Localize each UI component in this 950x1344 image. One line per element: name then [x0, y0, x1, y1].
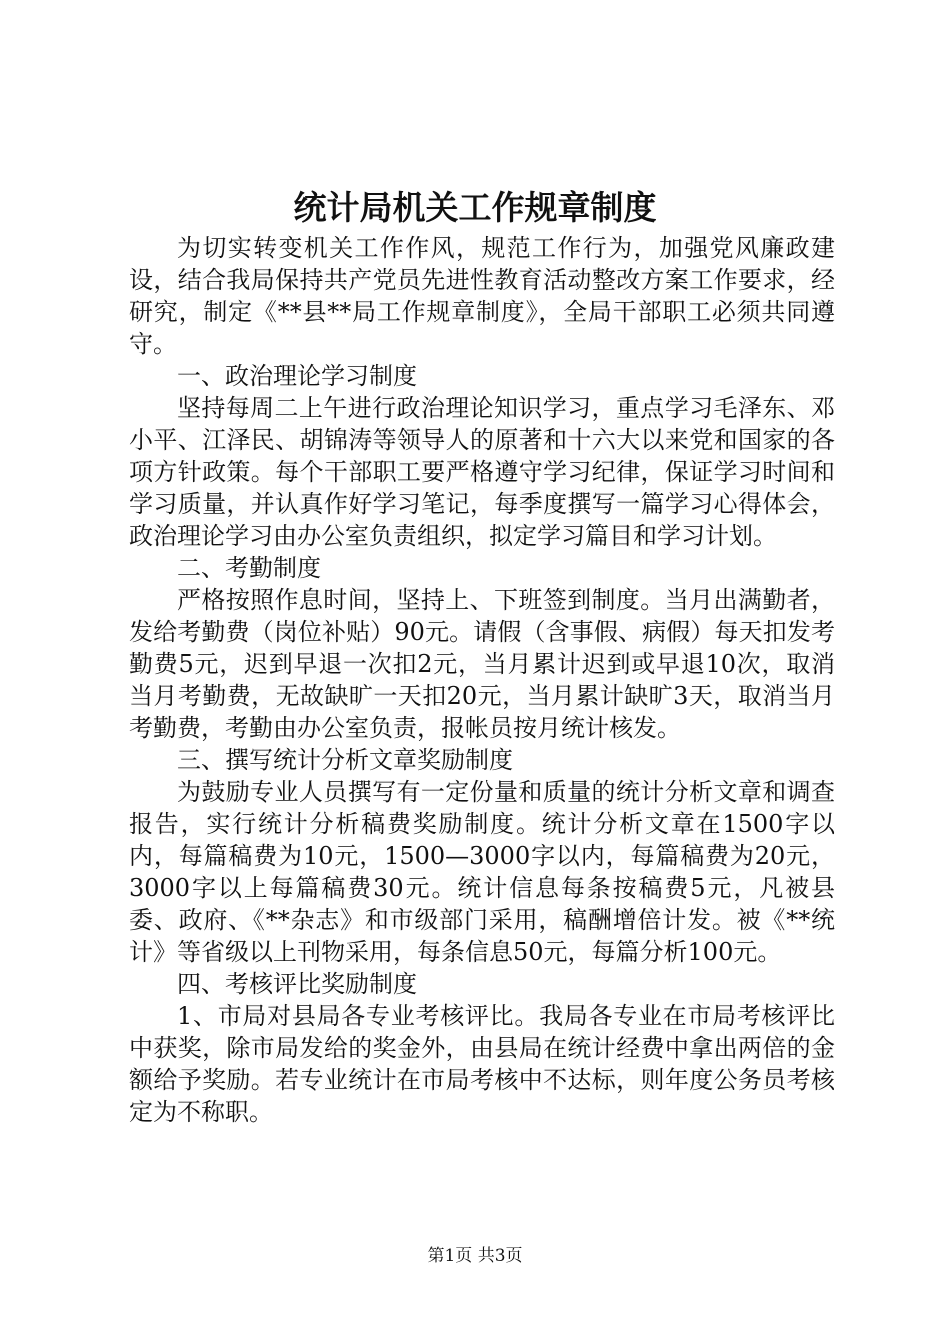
- page-number-footer: 第1页 共3页: [427, 1246, 523, 1266]
- intro-paragraph: 为切实转变机关工作作风，规范工作行为，加强党风廉政建设，结合我局保持共产党员先进性教育活动整改方案工作要求，经研究，制定《**县**局工作规章制度》，全局干部职工必须共同遵守。: [129, 234, 835, 358]
- section-heading-4: 四、考核评比奖励制度: [177, 970, 417, 998]
- section-paragraph-3: 为鼓励专业人员撰写有一定份量和质量的统计分析文章和调查报告，实行统计分析稿费奖励制度。统计分析文章在1500字以内，每篇稿费为10元，1500—3000字以内，每篇稿费为20元，3000字以上每篇稿费30元。统计信息每条按稿费5元，凡被县委、政府、《**杂志》和市级部门采用，稿酬增倍计发。被《**统计》等省级以上刊物采用，每条信息50元，每篇分析100元。: [129, 778, 835, 966]
- section-heading-2: 二、考勤制度: [177, 554, 321, 582]
- section-paragraph-1: 坚持每周二上午进行政治理论知识学习，重点学习毛泽东、邓小平、江泽民、胡锦涛等领导人的原著和十六大以来党和国家的各项方针政策。每个干部职工要严格遵守学习纪律，保证学习时间和学习质量，并认真作好学习笔记，每季度撰写一篇学习心得体会，政治理论学习由办公室负责组织，拟定学习篇目和学习计划。: [129, 394, 835, 550]
- section-heading-1: 一、政治理论学习制度: [177, 362, 417, 390]
- section-paragraph-4: 1、市局对县局各专业考核评比。我局各专业在市局考核评比中获奖，除市局发给的奖金外，由县局在统计经费中拿出两倍的金额给予奖励。若专业统计在市局考核中不达标，则年度公务员考核定为不称职。: [129, 1002, 835, 1126]
- section-heading-3: 三、撰写统计分析文章奖励制度: [177, 746, 513, 774]
- section-paragraph-2: 严格按照作息时间，坚持上、下班签到制度。当月出满勤者，发给考勤费（岗位补贴）90元。请假（含事假、病假）每天扣发考勤费5元，迟到早退一次扣2元，当月累计迟到或早退10次，取消当月考勤费，无故缺旷一天扣20元，当月累计缺旷3天，取消当月考勤费，考勤由办公室负责，报帐员按月统计核发。: [129, 586, 835, 742]
- page-title: 统计局机关工作规章制度: [293, 188, 657, 227]
- document-body: [129, 232, 835, 1128]
